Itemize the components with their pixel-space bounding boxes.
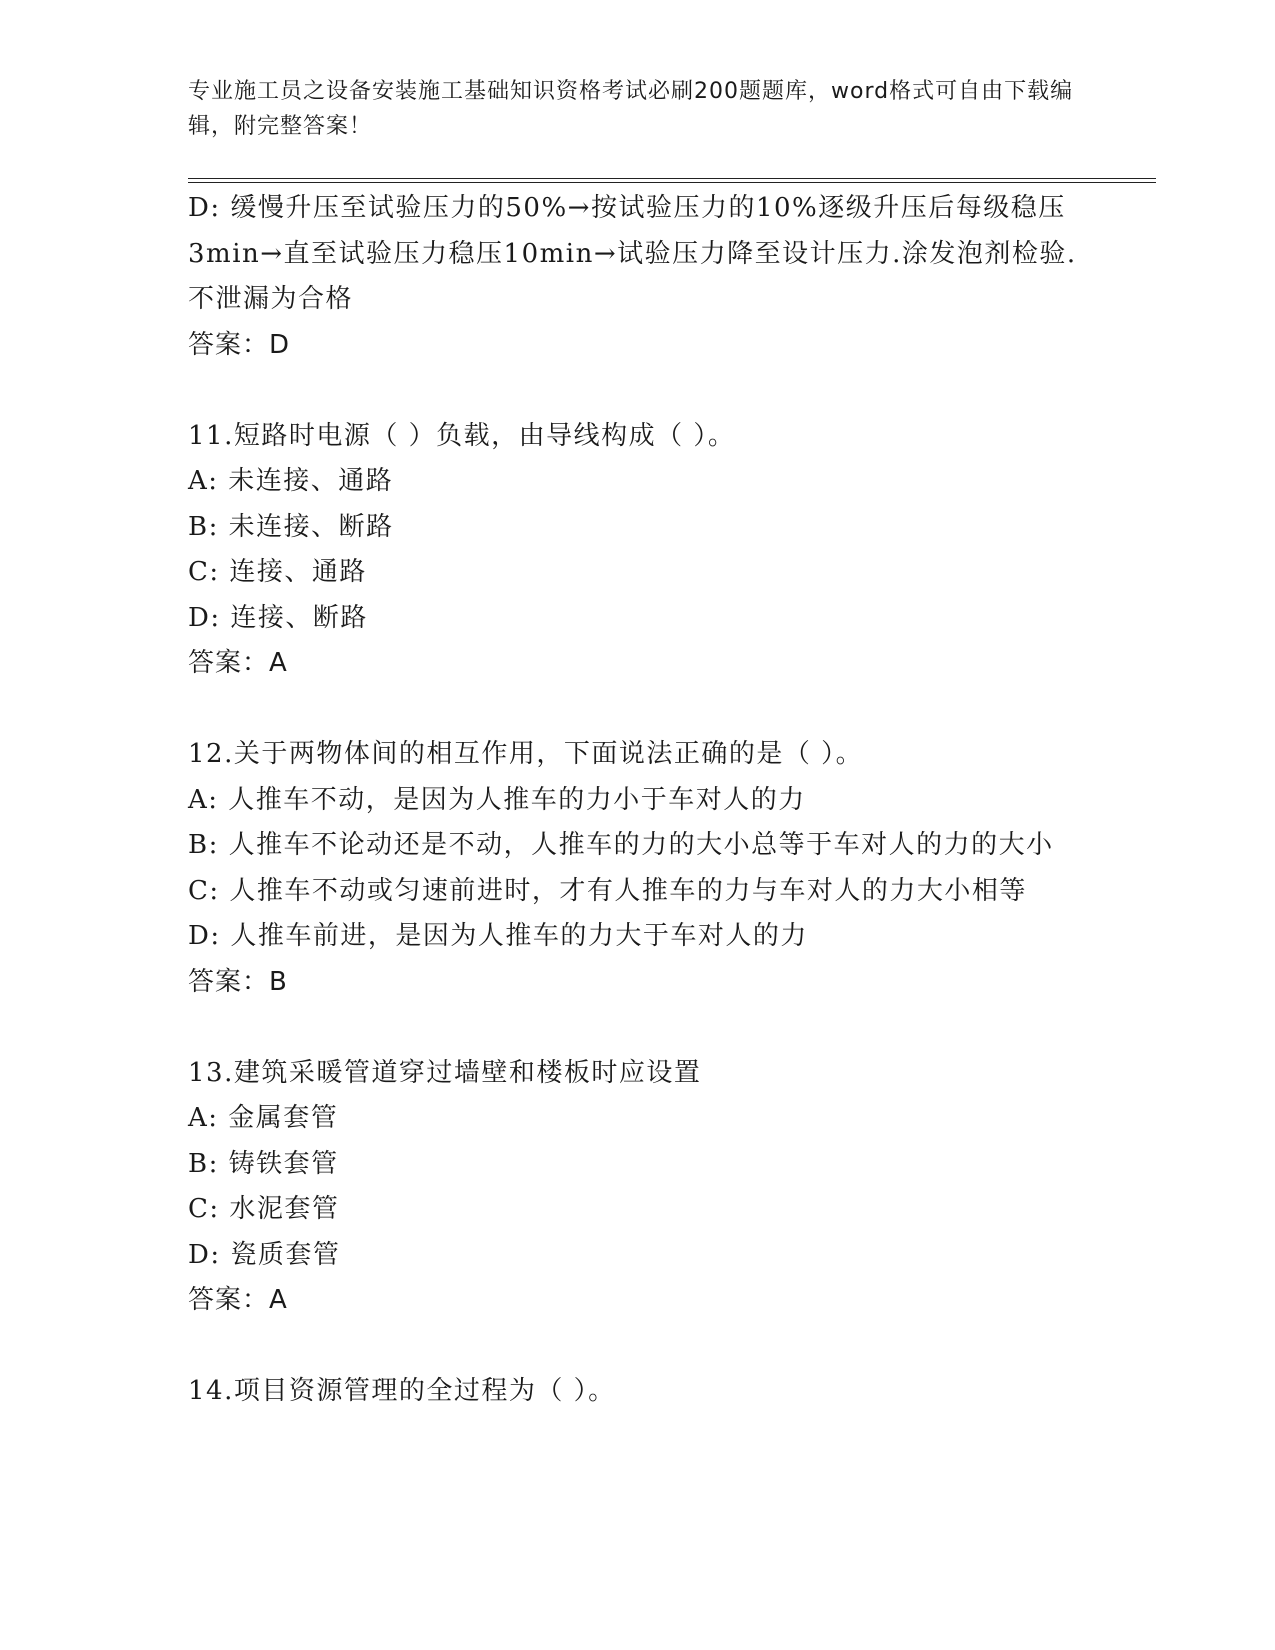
question-11-option-a: A: 未连接、通路 (188, 466, 394, 496)
question-11-stem: 11.短路时电源（ ）负载，由导线构成（ ）。 (188, 420, 736, 451)
question-11-option-c: C: 连接、通路 (188, 557, 367, 587)
question-13-option-d: D: 瓷质套管 (188, 1239, 341, 1270)
question-11-answer: 答案：A (188, 648, 288, 678)
spacer (188, 1005, 1078, 1051)
question-12-stem: 12.关于两物体间的相互作用，下面说法正确的是（ ）。 (188, 739, 864, 769)
question-12-option-a: A: 人推车不动，是因为人推车的力小于车对人的力 (188, 784, 806, 815)
question-12-option-d: D: 人推车前进，是因为人推车的力大于车对人的力 (188, 921, 808, 951)
spacer (188, 1324, 1078, 1370)
question-11-option-d: D: 连接、断路 (188, 602, 368, 633)
question-13-option-a: A: 金属套管 (188, 1103, 339, 1133)
question-13-option-b: B: 铸铁套管 (188, 1148, 339, 1179)
spacer (188, 687, 1078, 733)
header-double-rule (188, 178, 1156, 183)
question-11-option-b: B: 未连接、断路 (188, 511, 394, 542)
prev-question-answer: 答案：D (188, 329, 291, 360)
spacer (188, 368, 1078, 414)
question-14-stem: 14.项目资源管理的全过程为（ ）。 (188, 1376, 616, 1406)
document-body (188, 186, 1078, 1415)
question-12-option-b: B: 人推车不论动还是不动，人推车的力的大小总等于车对人的力的大小 (188, 830, 1054, 860)
prev-question-option-d: D: 缓慢升压至试验压力的50%→按试验压力的10%逐级升压后每级稳压3min→直至试验压力稳压10min→试验压力降至设计压力.涂发泡剂检验.不泄漏为合格 (188, 193, 1077, 314)
question-13-option-c: C: 水泥套管 (188, 1194, 340, 1224)
page-header: 专业施工员之设备安装施工基础知识资格考试必刷200题题库，word格式可自由下载编辑，附完整答案！ (188, 79, 1074, 139)
question-12-option-c: C: 人推车不动或匀速前进时，才有人推车的力与车对人的力大小相等 (188, 875, 1027, 906)
question-13-answer: 答案：A (188, 1285, 288, 1315)
question-12-answer: 答案：B (188, 966, 288, 997)
question-13-stem: 13.建筑采暖管道穿过墙壁和楼板时应设置 (188, 1057, 702, 1088)
